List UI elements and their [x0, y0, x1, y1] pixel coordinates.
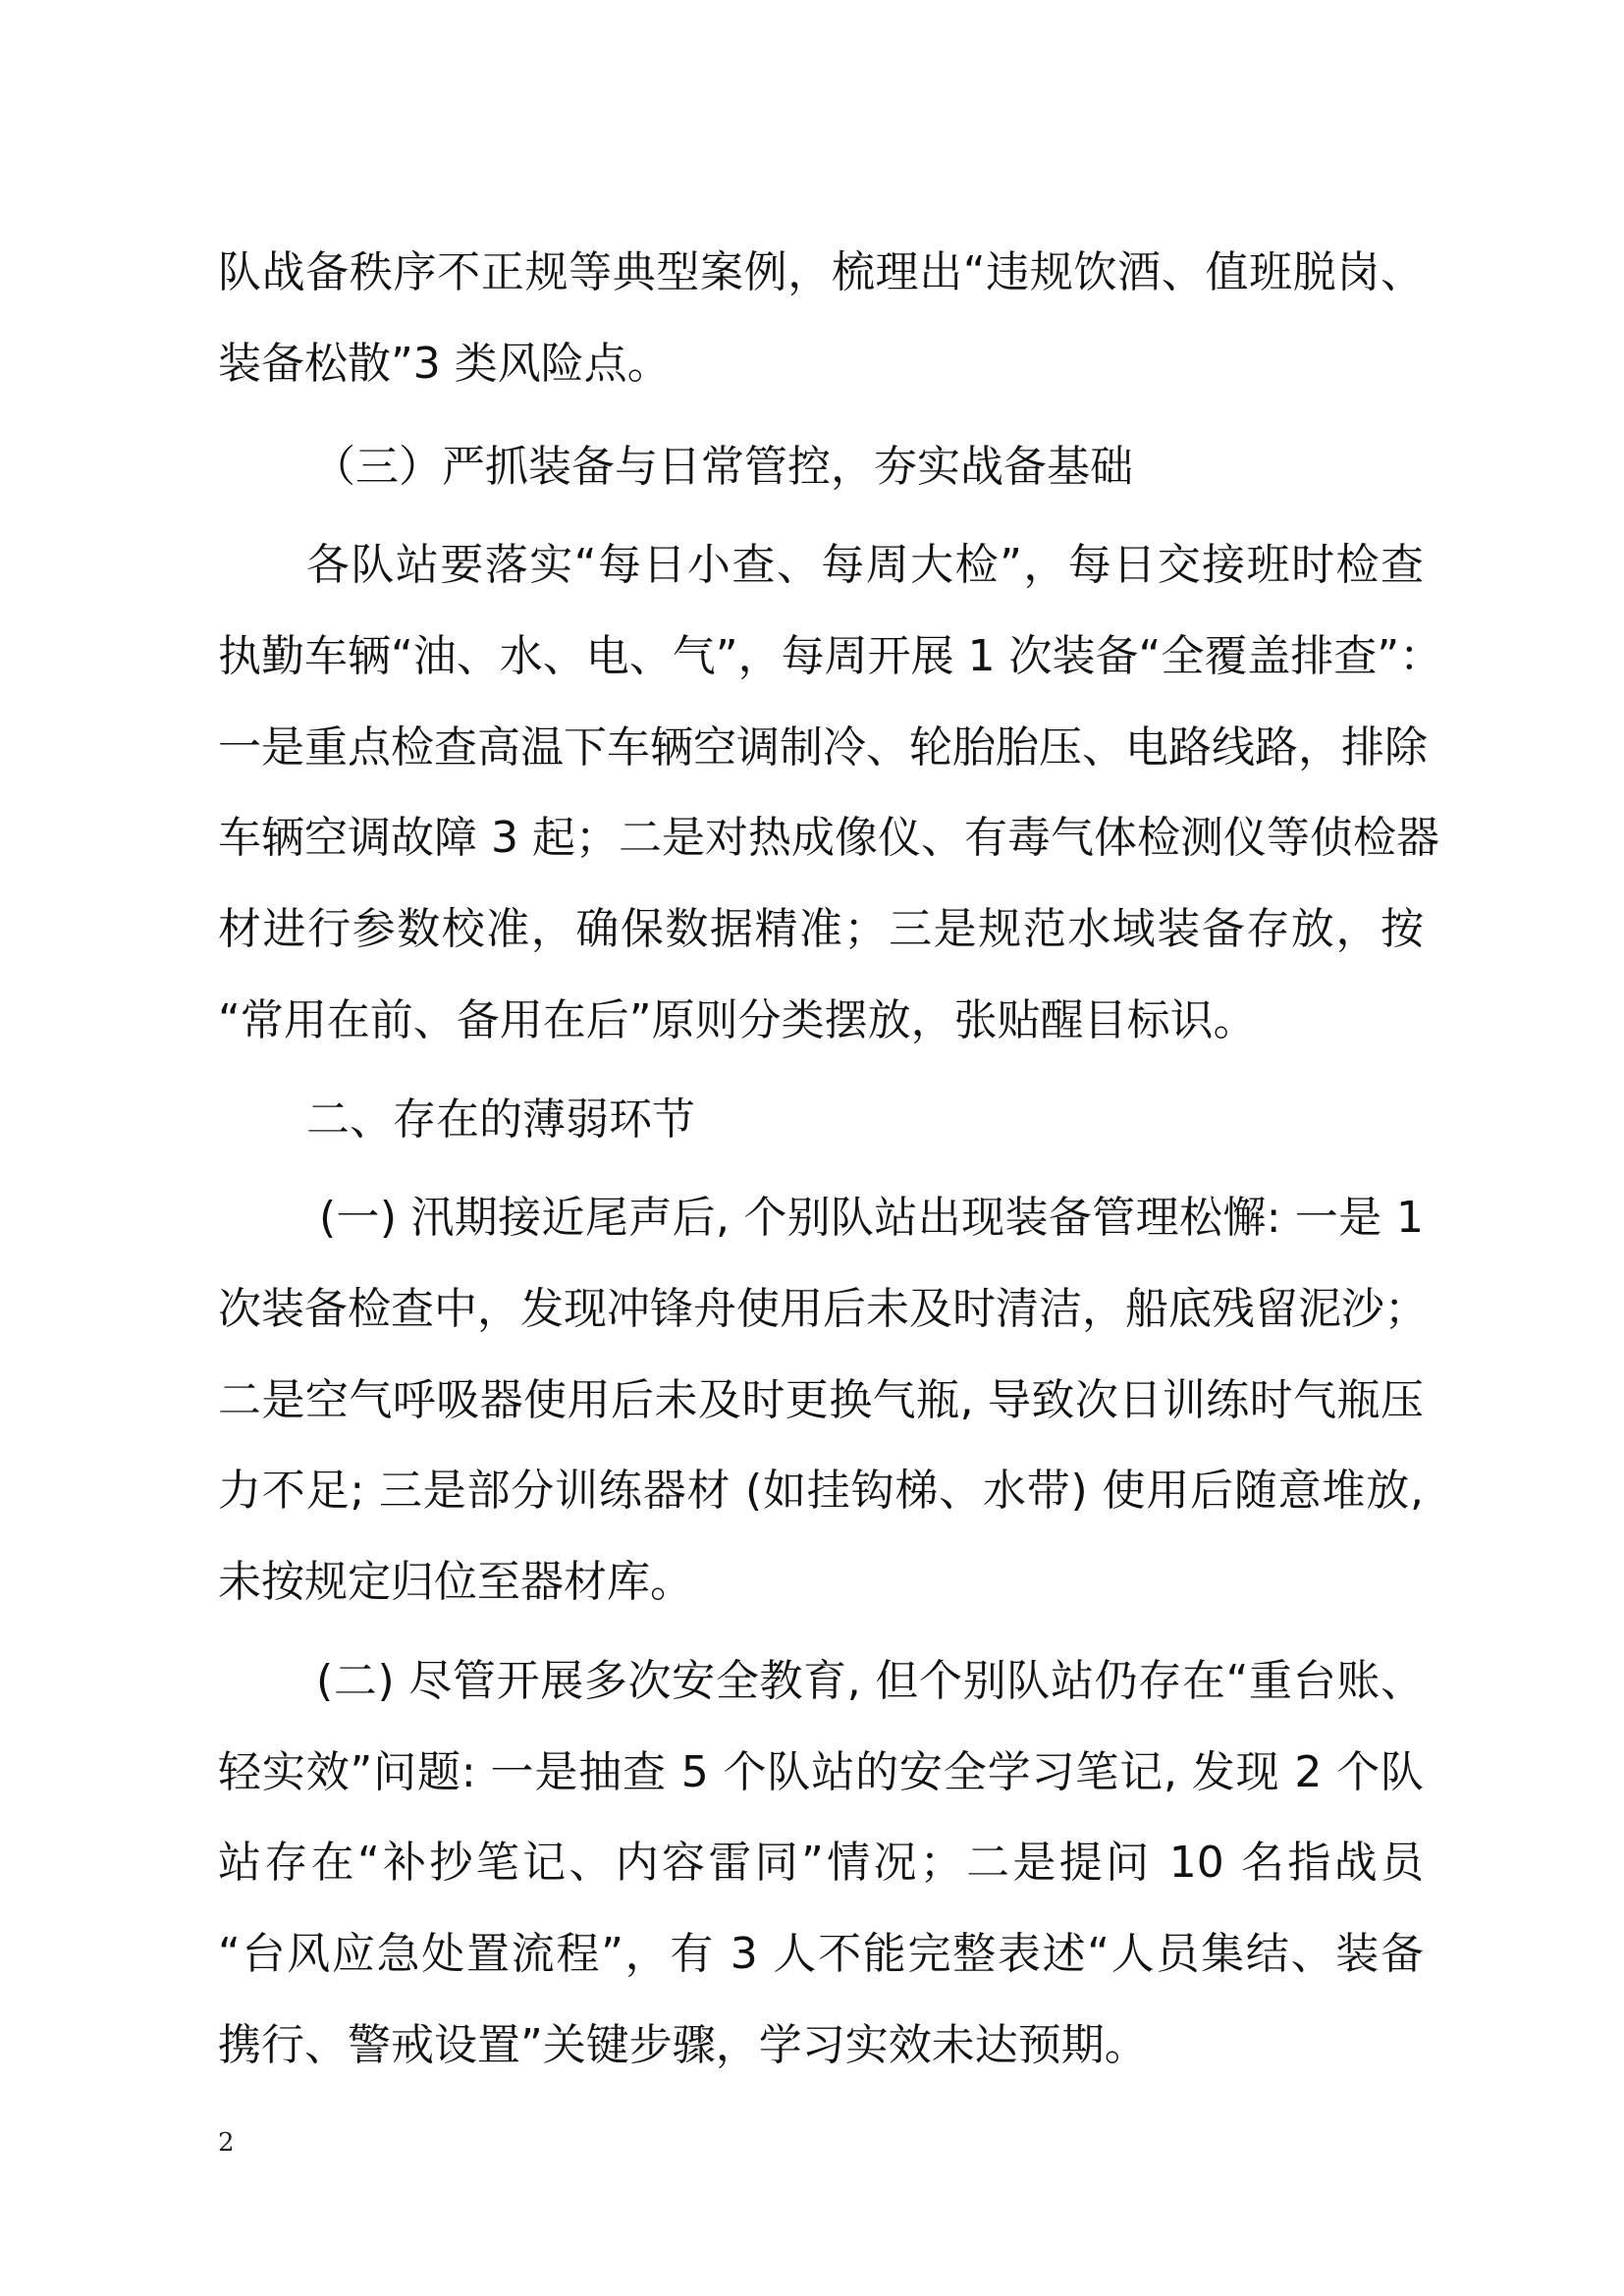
- section-heading: （三）严抓装备与日常管控，夯实战备基础: [312, 442, 1133, 492]
- body-text-line: 携行、警戒设置”关键步骤，学习实效未达预期。: [218, 2020, 1148, 2070]
- body-text-line: 队战备秩序不正规等典型案例，梳理出“违规饮酒、值班脱岗、: [218, 247, 1424, 297]
- body-text-line: 力不足; 三是部分训练器材 (如挂钩梯、水带) 使用后随意堆放,: [218, 1466, 1424, 1516]
- body-text-line: 次装备检查中，发现冲锋舟使用后未及时清洁，船底残留泥沙；: [218, 1284, 1428, 1334]
- body-text-line: 执勤车辆“油、水、电、气”，每周开展 1 次装备“全覆盖排查”：: [218, 631, 1443, 681]
- chapter-heading: 二、存在的薄弱环节: [306, 1095, 695, 1145]
- body-text-line: “台风应急处置流程”，有 3 人不能完整表述“人员集结、装备: [218, 1929, 1424, 1979]
- body-text-line: 装备松散”3 类风险点。: [218, 339, 671, 389]
- page-number: 2: [218, 2128, 235, 2158]
- body-text-line: 各队站要落实“每日小查、每周大检”，每日交接班时检查: [306, 540, 1424, 590]
- body-text-line: 轻实效”问题: 一是抽查 5 个队站的安全学习笔记, 发现 2 个队: [218, 1747, 1424, 1797]
- body-text-line: (二) 尽管开展多次安全教育, 但个别队站仍存在“重台账、: [316, 1656, 1424, 1706]
- body-text-line: 车辆空调故障 3 起；二是对热成像仪、有毒气体检测仪等侦检器: [218, 813, 1439, 863]
- body-text-line: (一) 汛期接近尾声后, 个别队站出现装备管理松懈: 一是 1: [319, 1193, 1424, 1243]
- body-text-line: “常用在前、备用在后”原则分类摆放，张贴醒目标识。: [218, 995, 1257, 1045]
- body-text-line: 站存在“补抄笔记、内容雷同”情况；二是提问 10 名指战员: [218, 1838, 1424, 1888]
- body-text-line: 材进行参数校准，确保数据精准；三是规范水域装备存放，按: [218, 904, 1424, 954]
- body-text-line: 二是空气呼吸器使用后未及时更换气瓶, 导致次日训练时气瓶压: [218, 1375, 1424, 1425]
- body-text-line: 未按规定归位至器材库。: [218, 1557, 693, 1607]
- body-text-line: 一是重点检查高温下车辆空调制冷、轮胎胎压、电路线路，排除: [218, 722, 1428, 773]
